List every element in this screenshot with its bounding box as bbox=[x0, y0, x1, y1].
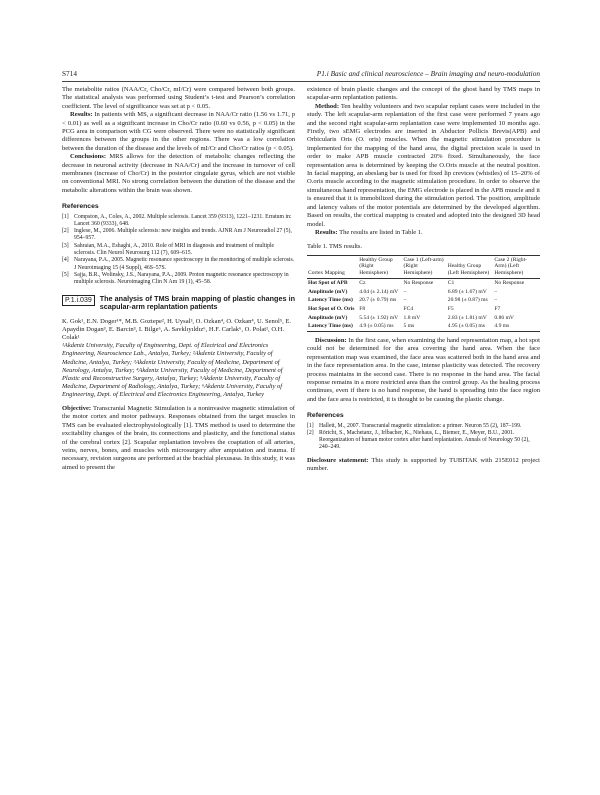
reference-list bbox=[307, 423, 540, 452]
table-row bbox=[307, 322, 540, 331]
reference-item bbox=[62, 272, 295, 286]
discussion-label: Discussion: bbox=[315, 337, 347, 345]
running-header bbox=[62, 69, 540, 81]
reference-text: Sahraian, M.A., Eshaghi, A., 2010. Role of MRI in diagnosis and treatment of multiple sclerosis. Clin Neurol Neurosurg 112 (7), 609–615. bbox=[74, 242, 275, 256]
table-row bbox=[307, 278, 540, 287]
row-label: Latency Time (ms) bbox=[308, 323, 353, 330]
row-label: Latency Time (ms) bbox=[308, 297, 353, 304]
references-heading: References bbox=[62, 203, 99, 211]
table-cell: 0.86 mV bbox=[494, 314, 514, 321]
results-label: Results: bbox=[70, 111, 93, 119]
table-header-cell: Case 1 (Left-arm) (Right Hemisphere) bbox=[403, 255, 447, 278]
references-heading: References bbox=[307, 412, 344, 420]
reference-item bbox=[307, 430, 540, 451]
affiliations: ¹Akdeniz University, Faculty of Engineering, Dept. of Electrical and Electronics Engineering, Neuroscience Lab., Antalya, Turkey; ²Akdeniz University, Faculty of Medicine, Antalya, Turkey; ³Akdeniz University, Faculty of Medicine, Department of Neurology, Antalya, Turkey; ⁴Akdeniz University, Faculty of Medicine, Department of Plastic and Reconstructive Surgery, Antalya, Turkey; ⁵Akdeniz University, Faculty of Medicine, Department of Radiology, Antalya, Turkey; ⁶Akdeniz University, Faculty of Engineering, Dept. of Electrical and Electronics Engineering, Antalya, Turkey bbox=[62, 342, 283, 398]
disclosure-text: This study is supported by TUBITAK with 215E012 project number. bbox=[307, 456, 540, 473]
table-cell: No Response bbox=[403, 279, 434, 286]
table-cell: 6.89 (± 1.67) mV bbox=[447, 288, 487, 295]
results-paragraph bbox=[307, 229, 540, 237]
reference-item bbox=[62, 243, 295, 257]
table-row bbox=[307, 305, 540, 314]
results-label: Results: bbox=[315, 228, 338, 236]
table-row bbox=[307, 296, 540, 305]
reference-number: [1] bbox=[62, 213, 69, 220]
table-header-cell: Cortex Mapping bbox=[307, 255, 358, 278]
method-label: Method: bbox=[315, 102, 340, 110]
table-cell: No Response bbox=[494, 279, 525, 286]
table-cell: 4.9 ms bbox=[494, 323, 510, 330]
table-cell: F5 bbox=[447, 305, 454, 312]
conclusions-text: MRS allows for the detection of metabolic changes reflecting the decrease in neuronal activity (decrease in NAA/Cr) and the increase in turnover of cell membranes (increase of Cho/Cr) in the posterior cingulate gyrus, which are not visible on conventional MRI. No strong correlation between the duration of the disease and the metabolic alterations within the brain was shown. bbox=[62, 153, 295, 194]
reference-text: Compston, A., Coles, A., 2002. Multiple sclerosis. Lancet 359 (9313), 1221–1231. Erratum in: Lancet 360 (9333), 648. bbox=[74, 213, 292, 227]
reference-item bbox=[62, 214, 295, 228]
table-cell: – bbox=[494, 288, 498, 295]
reference-list bbox=[62, 214, 295, 287]
table-cell: Cz bbox=[359, 279, 366, 286]
section-title: P1.i Basic and clinical neuroscience – Brain imaging and neuro-modulation bbox=[316, 69, 540, 78]
reference-number: [2] bbox=[307, 430, 314, 437]
reference-text: Sajja, B.R., Wolinsky, J.S., Narayana, P.A., 2009. Proton magnetic resonance spectroscopy in multiple sclerosis. Neuroimaging Clin N Am 19 (1), 45–58. bbox=[74, 272, 289, 286]
method-text: Ten healthy volunteers and two scapular replant cases were included in the study. The left scapular-arm replantation of the first case were performed 7 years ago and the second right scapular-arm replantation case were implemented 10 months ago. Firstly, two sEMG electrodes are inserted in Abductor Pollicis Brevis(APB) and Orbicularis Oris (O. oris) muscles. When the magnetic stimulation procedure is implemented for the mapping of the hand area, the digital precision scale is used in order to make APB muscle contracted 20% fixed. Simultaneously, the face representation area is determined by keeping the O.Oris muscle at the neutral position. In facial mapping, an abeslang bar is used for fixed lip crevices (whistles) of 15–20% of O.oris muscle according to the magnetic stimulation procedure. In order to observe the simultaneous hand representation, the EMG electrode is placed in the APB muscle and it is ensured that it is immobilized during the stimulation period. The position, amplitude and latency values of the motor potentials are determined by the developed algorithm. Based on results, the cortical mapping is created and adopted into the designed 3D head model. bbox=[307, 102, 540, 228]
table-cell: – bbox=[403, 297, 407, 304]
row-label: Amplitude (mV) bbox=[308, 288, 348, 295]
row-label: Hot Spot of APB bbox=[308, 279, 348, 286]
table-cell: 4.04 (± 2.14) mV bbox=[359, 288, 399, 295]
discussion-paragraph bbox=[307, 337, 540, 404]
table-header-cell: Case 2 (Right-Arm) (Left Hemisphere) bbox=[493, 255, 540, 278]
abstract-title: The analysis of TMS brain mapping of plastic changes in scapular-arm replantation patients bbox=[99, 294, 295, 312]
right-column bbox=[307, 86, 540, 474]
page-number: S714 bbox=[62, 69, 78, 78]
table-cell: 20.98 (± 0.87) ms bbox=[447, 297, 488, 304]
table-header-cell: Healthy Group (Left Hemisphere) bbox=[447, 255, 494, 278]
conclusions-label: Conclusions: bbox=[70, 153, 107, 161]
disclosure-paragraph bbox=[307, 457, 540, 474]
row-label: Amplitude (mV) bbox=[308, 314, 348, 321]
table-cell: 5 ms bbox=[403, 323, 415, 330]
reference-text: Narayana, P.A., 2005. Magnetic resonance spectroscopy in the monitoring of multiple sclerosis. J Neuroimaging 15 (4 Suppl), 46S–57S. bbox=[74, 257, 295, 271]
reference-item bbox=[62, 228, 295, 242]
reference-text: Hallett, M., 2007. Transcranial magnetic stimulation: a primer. Neuron 55 (2), 187–199. bbox=[319, 422, 522, 429]
objective-label: Objective: bbox=[62, 405, 92, 413]
methods-end-paragraph: The metabolite ratios (NAA/Cr, Cho/Cr, mI/Cr) were compared between both groups. The statistical analysis was performed using Student’s t-test and Pearson’s correlation coefficient. The level of significance was set at p < 0.05. bbox=[62, 86, 295, 110]
table-cell: 4.95 (± 0.05) ms bbox=[447, 323, 485, 330]
table-cell: 2.83 (± 1.81) mV bbox=[447, 314, 487, 321]
method-paragraph bbox=[307, 103, 540, 229]
reference-number: [5] bbox=[62, 272, 69, 278]
table-header-row bbox=[307, 255, 540, 278]
discussion-text: In the first case, when examining the hand representation map, a hot spot could not be determined for the area covering the hand area. When the face representation map was examined, the face area was scattered both in the hand area and in the face representation area. In the case, intense plasticity was detected. The recovery process maintains in the second case. There is no response in the hand area. The facial response remains in a more restricted area than the control group. As the healing process continues, even if there is no hand response, the hand is spreading into the face region and the face area is restricted, it is thought to be causing the plastic change. bbox=[307, 337, 540, 403]
left-column bbox=[62, 86, 295, 472]
table-cell: 4.9 (± 0.05) ms bbox=[359, 323, 394, 330]
results-paragraph bbox=[62, 111, 295, 153]
reference-text: Röricht, S., Machetanz, J., Irlbacher, K., Niehaus, L., Biemer, E., Meyer, B.U., 2001. Reorganization of human motor cortex after hand replantation. Annals of Neurology 50 (2), 240–249. bbox=[319, 430, 530, 451]
table-cell: – bbox=[494, 297, 498, 304]
results-text: The results are listed in Table 1. bbox=[337, 228, 423, 236]
tms-results-table bbox=[307, 255, 540, 332]
table-header-cell: Healthy Group (Right Hemisphere) bbox=[358, 255, 402, 278]
abstract-id: P.1.i.039 bbox=[62, 295, 95, 306]
table-cell: – bbox=[403, 288, 407, 295]
row-label: Hot Spot of O. Oris bbox=[308, 305, 355, 312]
reference-number: [2] bbox=[62, 228, 69, 235]
table-row bbox=[307, 288, 540, 297]
reference-number: [3] bbox=[62, 242, 69, 249]
table-row bbox=[307, 314, 540, 323]
table-cell: F7 bbox=[494, 305, 501, 312]
table-caption: Table 1. TMS results. bbox=[307, 243, 362, 251]
intro-continuation: existence of brain plastic changes and the concept of the ghost hand by TMS maps in scapular-arm replantation patients. bbox=[307, 86, 540, 102]
table-cell: C1 bbox=[447, 279, 455, 286]
table-cell: 1.8 mV bbox=[403, 314, 421, 321]
header-rule bbox=[62, 81, 540, 82]
reference-number: [1] bbox=[307, 422, 314, 429]
reference-item bbox=[62, 257, 295, 271]
reference-text: Inglese, M., 2006. Multiple sclerosis: new insights and trends. AJNR Am J Neuroradiol 27 (5), 954–957. bbox=[74, 228, 292, 242]
table-cell: 20.7 (± 0.79) ms bbox=[359, 297, 397, 304]
table-cell: 5.54 (± 1.92) mV bbox=[359, 314, 399, 321]
reference-number: [4] bbox=[62, 257, 69, 264]
objective-paragraph bbox=[62, 405, 295, 472]
table-cell: FC4 bbox=[403, 305, 414, 312]
author-list: K. Gok¹, E.N. Doger¹*, M.B. Goztepe², H. Uysal³, O. Ozkan⁴, O. Ozkan⁴, U. Senol⁵, E. Apaydin Dogan³, E. Barcin³, I. Bilge⁶, A. Savklıyıldız⁶, H.F. Carlak⁶, O. Polat¹, O.H. Colak¹ bbox=[62, 317, 292, 342]
abstract-heading bbox=[62, 295, 295, 312]
table-cell: F8 bbox=[359, 305, 366, 312]
disclosure-label: Disclosure statement: bbox=[307, 456, 369, 464]
objective-text: Transcranial Magnetic Stimulation is a noninvasive magnetic stimulation of the motor cortex and motor pathways. Responses obtained from the target muscles in TMS can be evaluated electrophysiologically [1]. TMS method is used to determine the excitability changes of the brain, its connections and plasticity, and the functional status of the cerebral cortex [2]. Scapular replantation involves the coaptation of all arteries, veins, nerves, bones, and muscles with microsurgery after amputation and trauma. If necessary, revision surgeons are performed at the brachial plexusasa. In this study, it was aimed to present the bbox=[62, 405, 295, 471]
results-text: In patients with MS, a significant decrease in NAA/Cr ratio (1.56 vs 1.71, p < 0.01) as well as a significant increase in Cho/Cr ratio (0.60 vs 0.56, p < 0.05) in the PCG area in comparison with CG were observed. There were no statistically significant differences between the groups in the other regions. There was a low correlation between the duration of the disease and the levels of mI/Cr and Cho/Cr ratios (p < 0.05). bbox=[62, 111, 295, 152]
conclusions-paragraph bbox=[62, 153, 295, 195]
reference-item bbox=[307, 423, 540, 430]
